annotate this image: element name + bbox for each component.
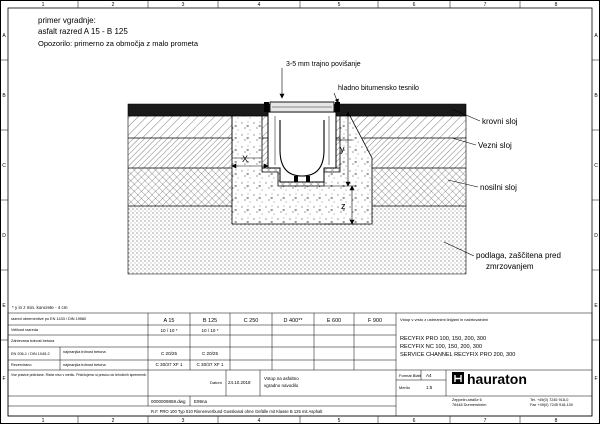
class-f900: F 900 bbox=[367, 318, 383, 324]
product-nc: RECYFIX NC 100, 150, 200, 300 bbox=[400, 344, 483, 350]
product-service: SERVICE CHANNEL RECYFIX PRO 200, 300 bbox=[400, 352, 516, 358]
column-number: 2 bbox=[111, 418, 115, 424]
class-c250: C 250 bbox=[243, 318, 259, 324]
row-letter: C bbox=[594, 163, 598, 169]
callout-seal: hladno bitumensko tesnilo bbox=[338, 85, 419, 92]
channel-inner bbox=[280, 120, 324, 176]
concrete-strength-label: Zahtevana trdnost betona bbox=[11, 339, 55, 343]
frame-column-numbers-top bbox=[42, 2, 558, 8]
scale-label: Merilo bbox=[399, 385, 410, 390]
product-intro: Vstop v vrsto z ustreznimi linijami in načrtovalnimi bbox=[400, 317, 488, 322]
row-letter: A bbox=[594, 33, 598, 39]
column-number: 6 bbox=[412, 418, 416, 424]
class-e600: E 600 bbox=[326, 318, 342, 324]
row-letter: E bbox=[594, 303, 598, 309]
standard-label: EN 206-1 / DIN 1045-2 bbox=[11, 352, 50, 356]
reserved-label: Rezervirano bbox=[11, 363, 32, 367]
channel-foot-r bbox=[306, 176, 310, 182]
column-number: 8 bbox=[554, 2, 558, 8]
frame-row-letters-right bbox=[594, 33, 598, 382]
ref-b125: C 30/37 XF 1 bbox=[196, 362, 224, 367]
dim-b125: 10 / 10 * bbox=[201, 328, 219, 333]
load-class-label: razred obremenitve po EN 1433 / DIN 19580 bbox=[11, 317, 87, 321]
concrete-b125: C 20/25 bbox=[201, 351, 219, 356]
class-a15: A 15 bbox=[163, 318, 175, 324]
column-number: 8 bbox=[554, 418, 558, 424]
concrete-a15: C 20/25 bbox=[160, 351, 178, 356]
column-number: 2 bbox=[111, 2, 115, 8]
scale-value: 1:5 bbox=[426, 385, 433, 390]
product-pro: RECYFIX PRO 100, 150, 200, 300 bbox=[400, 336, 487, 342]
min-strength-note: najmanjša trdnost betona bbox=[63, 350, 106, 354]
note-block: Vse pravice pridržane. Risbe niso v merilu. Pridržujemo si pravico do tehničnih sprememb. bbox=[11, 373, 147, 377]
drawing-title-2: vgradno navodilo bbox=[264, 383, 299, 388]
date-label: Datum bbox=[210, 380, 222, 385]
column-number: 4 bbox=[257, 418, 261, 424]
cross-section bbox=[128, 102, 466, 274]
hauraton-logo bbox=[452, 371, 527, 387]
column-number: 3 bbox=[181, 2, 185, 8]
drawing-number: 0000009858.dwg bbox=[151, 399, 186, 404]
class-d400: D 400** bbox=[283, 318, 303, 324]
column-number: 6 bbox=[412, 2, 416, 8]
min-strength-note: najmanjša trdnost betona bbox=[63, 363, 106, 367]
column-number: 4 bbox=[257, 2, 261, 8]
row-letter: C bbox=[2, 163, 6, 169]
dimension-y-label: y bbox=[340, 144, 345, 154]
frame-row-letters-left bbox=[2, 33, 6, 382]
edge-seal-left bbox=[264, 102, 269, 112]
column-number: 5 bbox=[337, 418, 341, 424]
row-letter: B bbox=[2, 93, 6, 99]
callout-top-layer: krovni sloj bbox=[482, 117, 518, 126]
dimension-x-label: X bbox=[242, 154, 249, 164]
brand-name: hauraton bbox=[467, 371, 527, 387]
format-value: A4 bbox=[426, 373, 432, 378]
header-line-1: primer vgradnje: bbox=[38, 16, 96, 25]
ref-a15: C 30/37 XF 1 bbox=[155, 362, 183, 367]
bottom-title: R.F. PRO 100 Typ 010 Rinnenverbund Gusskanal ohne Gefälle mit Klasse B 125 mit Asphalt bbox=[151, 409, 323, 414]
column-number: 7 bbox=[483, 418, 487, 424]
column-number: 1 bbox=[41, 418, 45, 424]
header-line-2: asfalt razred A 15 - B 125 bbox=[38, 27, 128, 36]
callout-base-layer: nosilni sloj bbox=[480, 183, 517, 192]
row-letter: F bbox=[594, 376, 598, 382]
callout-subgrade-1: podlaga, zaščitena pred bbox=[476, 251, 561, 260]
drawing-user: E99na bbox=[194, 399, 208, 404]
column-number: 3 bbox=[181, 418, 185, 424]
date-value: 24.10.2018 bbox=[228, 380, 251, 385]
column-number: 1 bbox=[41, 2, 45, 8]
row-letter: F bbox=[2, 376, 6, 382]
load-classes bbox=[163, 318, 382, 324]
dimension-z-label: z bbox=[341, 201, 346, 211]
phone-line-2: Fax +49(0) 7245 918-100 bbox=[530, 403, 573, 407]
callout-bond-layer: Vezni sloj bbox=[478, 141, 512, 150]
row-letter: E bbox=[2, 303, 6, 309]
address-line-2: 76448 Durmersheim bbox=[452, 403, 487, 407]
column-number: 5 bbox=[337, 2, 341, 8]
channel-foot-l bbox=[294, 176, 298, 182]
header-line-3: Opozorilo: primerno za območja z malo prometa bbox=[38, 39, 199, 48]
row-letter: D bbox=[2, 233, 6, 239]
dim-a15: 10 / 10 * bbox=[160, 328, 178, 333]
format-label: Format Blatt bbox=[399, 373, 421, 378]
row-letter: A bbox=[2, 33, 6, 39]
column-number: 7 bbox=[483, 2, 487, 8]
class-b125: B 125 bbox=[202, 318, 218, 324]
row-letter: B bbox=[594, 93, 598, 99]
drawing-title-1: Vstop na asfaltno bbox=[264, 376, 299, 381]
row-letter: D bbox=[594, 233, 598, 239]
edge-seal-right bbox=[335, 102, 340, 112]
address-line-1: Zeppelin-straße 6 bbox=[452, 398, 482, 402]
phone-line-1: Tel. +49(0) 7245 918-0 bbox=[530, 398, 569, 402]
callout-recess: 3-5 mm trajno povišanje bbox=[286, 61, 361, 68]
footnote: * y in z min. koncrete - 4 cm bbox=[12, 305, 68, 310]
class-values bbox=[155, 328, 224, 367]
callout-subgrade-2: zmrzovanjem bbox=[486, 262, 534, 271]
size-class-label: Velikost razreda bbox=[11, 328, 39, 332]
